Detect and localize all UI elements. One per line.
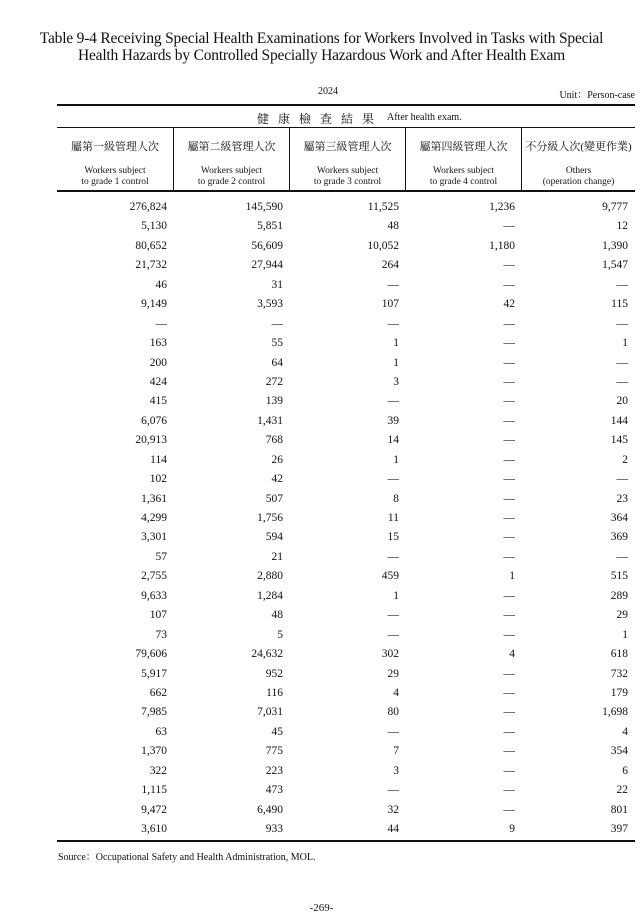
table-cell: 4 — [509, 648, 515, 661]
table-cell: — — [387, 317, 399, 330]
table-cell: 1,236 — [489, 201, 515, 213]
table-cell: — — [503, 628, 515, 641]
table-cell: 289 — [610, 589, 628, 602]
table-row — [57, 665, 635, 684]
table-cell: — — [503, 764, 515, 777]
table-cell: 594 — [265, 531, 283, 544]
table-cell: 1 — [622, 628, 628, 641]
table-cell: — — [503, 803, 515, 816]
table-cell: 1,390 — [602, 239, 628, 252]
table-row — [57, 606, 635, 625]
table-cell: 6,076 — [141, 414, 167, 427]
table-cell: — — [616, 317, 628, 330]
table-row — [57, 451, 635, 470]
table-cell: 933 — [265, 823, 283, 835]
table-cell: 145 — [610, 434, 628, 447]
table-cell: — — [503, 337, 515, 350]
table-cell: 775 — [265, 745, 283, 758]
table-cell: 48 — [271, 609, 283, 622]
column-header-grade-4 — [406, 128, 522, 190]
table-cell: 48 — [387, 220, 399, 233]
table-cell: — — [503, 220, 515, 233]
table-row — [57, 334, 635, 353]
table-cell: 2,880 — [257, 570, 283, 583]
table-cell: — — [616, 473, 628, 486]
table-row — [57, 703, 635, 722]
table-body — [57, 198, 635, 839]
table-row — [57, 490, 635, 509]
table-cell: 515 — [610, 570, 628, 583]
table-cell: — — [503, 725, 515, 738]
table-cell: 397 — [610, 823, 628, 835]
table-cell: 115 — [611, 298, 628, 311]
table-cell: 39 — [387, 414, 399, 427]
column-header-en: to grade 4 control — [429, 177, 498, 187]
column-header-en: to grade 3 control — [313, 177, 382, 187]
table-cell: 2 — [622, 453, 628, 466]
table-cell: — — [387, 784, 399, 797]
column-header-zh: 不分級人次(變更作業) — [525, 141, 632, 153]
table-row — [57, 412, 635, 431]
table-cell: 1 — [393, 337, 399, 350]
table-cell: 5,851 — [257, 220, 283, 233]
table-cell: 768 — [265, 434, 283, 447]
table-cell: 6,490 — [257, 803, 283, 816]
column-header-en: Workers subject — [432, 166, 495, 176]
table-cell: 459 — [381, 570, 399, 583]
table-cell: 79,606 — [135, 648, 167, 661]
table-cell: 264 — [381, 259, 399, 272]
table-cell: 322 — [149, 764, 167, 777]
year-label: 2024 — [318, 86, 338, 97]
table-cell: 11 — [387, 512, 399, 524]
table-cell: 1,370 — [141, 745, 167, 758]
table-cell: 618 — [610, 648, 628, 661]
table-cell: — — [503, 473, 515, 486]
table-cell: — — [503, 375, 515, 388]
table-cell: 473 — [265, 784, 283, 797]
column-header-grade-3 — [290, 128, 406, 190]
table-row — [57, 820, 635, 839]
table-cell: 42 — [271, 473, 283, 486]
table-cell: — — [503, 589, 515, 602]
column-header-en: Others — [565, 166, 592, 176]
table-cell: — — [503, 317, 515, 330]
table-cell: 1,698 — [602, 706, 628, 719]
table-cell: — — [503, 356, 515, 369]
table-cell: 9,777 — [602, 201, 628, 213]
table-cell: — — [616, 375, 628, 388]
group-header-en: After health exam. — [387, 112, 462, 123]
column-header-en: Workers subject — [316, 166, 379, 176]
table-cell: 424 — [149, 375, 167, 388]
table-row — [57, 723, 635, 742]
table-title-line-2: Health Hazards by Controlled Specially Hazardous Work and After Health Exam — [77, 47, 566, 64]
table-cell: 3,610 — [141, 823, 167, 835]
column-headers — [57, 128, 635, 192]
table-cell: 369 — [610, 531, 628, 544]
table-cell: 21,732 — [135, 259, 167, 272]
table-cell: 107 — [381, 298, 399, 311]
table-cell: 8 — [393, 492, 399, 505]
table-cell: 4,299 — [141, 512, 167, 524]
table-cell: — — [387, 550, 399, 563]
table-cell: 200 — [149, 356, 167, 369]
table-cell: 1,180 — [489, 239, 515, 252]
column-header-grade-1 — [57, 128, 174, 190]
table-cell: 27,944 — [251, 259, 283, 272]
table-cell: 5,130 — [141, 220, 167, 233]
table-row — [57, 762, 635, 781]
table-cell: 107 — [149, 609, 167, 622]
table-cell: 63 — [155, 725, 167, 738]
table-cell: 114 — [150, 453, 167, 466]
table-cell: 14 — [387, 434, 399, 447]
unit-label: Unit：Person-case — [559, 90, 635, 101]
table-cell: 364 — [610, 512, 628, 524]
table-cell: 662 — [149, 686, 167, 699]
table-cell: 9,149 — [141, 298, 167, 311]
table-row — [57, 198, 635, 217]
table-cell: 801 — [610, 803, 628, 816]
table-cell: — — [503, 706, 515, 719]
column-header-zh: 屬第三級管理人次 — [303, 141, 392, 153]
table-cell: 732 — [610, 667, 628, 680]
table-cell: 46 — [155, 278, 167, 291]
table-cell: 354 — [610, 745, 628, 758]
source-note: Source：Occupational Safety and Health Administration, MOL. — [58, 852, 316, 863]
table-row — [57, 626, 635, 645]
table-cell: 10,052 — [367, 239, 399, 252]
table-cell: 29 — [616, 609, 628, 622]
table-cell: — — [387, 278, 399, 291]
table-cell: 1 — [393, 356, 399, 369]
table-cell: 9,633 — [141, 589, 167, 602]
column-header-zh: 屬第一級管理人次 — [71, 141, 159, 153]
table-cell: 4 — [622, 725, 628, 738]
table-cell: 9 — [509, 823, 515, 835]
table-cell: 2,755 — [141, 570, 167, 583]
table-cell: 302 — [381, 648, 399, 661]
table-cell: — — [503, 278, 515, 291]
table-cell: — — [387, 609, 399, 622]
table-cell: 57 — [155, 550, 167, 563]
table-cell: 20,913 — [135, 434, 167, 447]
table-cell: 952 — [265, 667, 283, 680]
table-cell: — — [387, 473, 399, 486]
table-cell: — — [387, 628, 399, 641]
table-cell: 163 — [149, 337, 167, 350]
column-header-zh: 屬第四級管理人次 — [419, 141, 508, 153]
column-header-en: to grade 1 control — [81, 177, 149, 187]
table-row — [57, 295, 635, 314]
table-cell: 3 — [393, 764, 399, 777]
table-row — [57, 801, 635, 820]
table-row — [57, 470, 635, 489]
table-cell: 42 — [503, 298, 515, 311]
table-row — [57, 315, 635, 334]
table-cell: — — [503, 492, 515, 505]
group-header-zh: 健康檢查結果 — [257, 112, 384, 126]
table-cell: — — [503, 667, 515, 680]
table-cell: 1,361 — [141, 492, 167, 505]
table-cell: — — [503, 434, 515, 447]
table-cell: 20 — [616, 395, 628, 408]
table-cell: — — [503, 609, 515, 622]
table-cell: 1 — [622, 337, 628, 350]
table-cell: 6 — [622, 764, 628, 777]
column-header-en: Workers subject — [200, 166, 263, 176]
table-cell: 29 — [387, 667, 399, 680]
table-row — [57, 587, 635, 606]
table-cell: 1,431 — [257, 414, 283, 427]
table-cell: — — [503, 512, 515, 524]
table-cell: 26 — [271, 453, 283, 466]
table-cell: 4 — [393, 686, 399, 699]
table-cell: 31 — [271, 278, 283, 291]
table-cell: 55 — [271, 337, 283, 350]
table-row — [57, 276, 635, 295]
column-header-en: to grade 2 control — [197, 177, 266, 187]
table-cell: 24,632 — [251, 648, 283, 661]
table-cell: — — [271, 317, 283, 330]
table-cell: 116 — [266, 686, 283, 699]
table-row — [57, 217, 635, 236]
page-number: -269- — [309, 902, 334, 914]
table-bottom-rule — [57, 840, 635, 842]
table-cell: — — [616, 550, 628, 563]
table-cell: 21 — [271, 550, 283, 563]
table-cell: 1,547 — [602, 259, 628, 272]
column-header-zh: 屬第二級管理人次 — [187, 141, 276, 153]
table-cell: 7,985 — [141, 706, 167, 719]
table-cell: 64 — [271, 356, 283, 369]
table-cell: 1,756 — [257, 512, 283, 524]
table-row — [57, 645, 635, 664]
table-cell: — — [155, 317, 167, 330]
table-cell: 272 — [265, 375, 283, 388]
table-row — [57, 567, 635, 586]
table-row — [57, 431, 635, 450]
table-cell: — — [616, 278, 628, 291]
table-cell: — — [387, 725, 399, 738]
table-row — [57, 509, 635, 528]
table-cell: — — [503, 686, 515, 699]
table-cell: 5 — [277, 628, 283, 641]
table-cell: — — [503, 550, 515, 563]
table-cell: 3 — [393, 375, 399, 388]
table-cell: 7,031 — [257, 706, 283, 719]
table-row — [57, 373, 635, 392]
table-cell: 22 — [616, 784, 628, 797]
table-cell: 415 — [149, 395, 167, 408]
table-row — [57, 354, 635, 373]
table-cell: 45 — [271, 725, 283, 738]
table-cell: 32 — [387, 803, 399, 816]
column-header-grade-2 — [174, 128, 290, 190]
table-cell: — — [616, 356, 628, 369]
table-cell: 7 — [393, 745, 399, 758]
table-cell: 80,652 — [135, 239, 167, 252]
table-cell: 507 — [265, 492, 283, 505]
table-cell: 223 — [265, 764, 283, 777]
table-title-line-1: Table 9-4 Receiving Special Health Examinations for Workers Involved in Tasks with Special — [39, 30, 604, 47]
table-cell: 15 — [387, 531, 399, 544]
table-cell: — — [503, 784, 515, 797]
table-title — [0, 30, 643, 64]
table-cell: — — [503, 395, 515, 408]
table-cell: 1 — [393, 453, 399, 466]
table-cell: — — [503, 453, 515, 466]
table-row — [57, 548, 635, 567]
table-cell: 276,824 — [129, 201, 167, 213]
table-cell: 102 — [149, 473, 167, 486]
table-cell: 3,301 — [141, 531, 167, 544]
column-header-others — [522, 128, 635, 190]
table-cell: 179 — [610, 686, 628, 699]
table-cell: — — [503, 259, 515, 272]
group-header — [57, 104, 635, 128]
table-cell: 145,590 — [245, 201, 283, 213]
table-row — [57, 684, 635, 703]
table-cell: 3,593 — [257, 298, 283, 311]
table-cell: 5,917 — [141, 667, 167, 680]
table-cell: 144 — [610, 414, 628, 427]
table-row — [57, 781, 635, 800]
table-row — [57, 392, 635, 411]
table-cell: 1,115 — [141, 784, 167, 797]
table-cell: 12 — [616, 220, 628, 233]
table-cell: 23 — [616, 492, 628, 505]
table-row — [57, 742, 635, 761]
table-cell: 9,472 — [141, 803, 167, 816]
table-cell: 1,284 — [257, 589, 283, 602]
table-cell: 73 — [155, 628, 167, 641]
table-cell: 56,609 — [251, 239, 283, 252]
table-cell: 80 — [387, 706, 399, 719]
table-cell: — — [503, 414, 515, 427]
table-cell: — — [503, 531, 515, 544]
table-row — [57, 237, 635, 256]
table-row — [57, 256, 635, 275]
table-cell: 44 — [387, 823, 399, 835]
table-cell: 11,525 — [367, 201, 399, 213]
table-row — [57, 528, 635, 547]
table-cell: 1 — [509, 570, 515, 583]
table-cell: 1 — [393, 589, 399, 602]
table-cell: 139 — [265, 395, 283, 408]
column-header-en: Workers subject — [84, 166, 146, 176]
column-header-en: (operation change) — [542, 177, 615, 187]
table-cell: — — [387, 395, 399, 408]
table-cell: — — [503, 745, 515, 758]
